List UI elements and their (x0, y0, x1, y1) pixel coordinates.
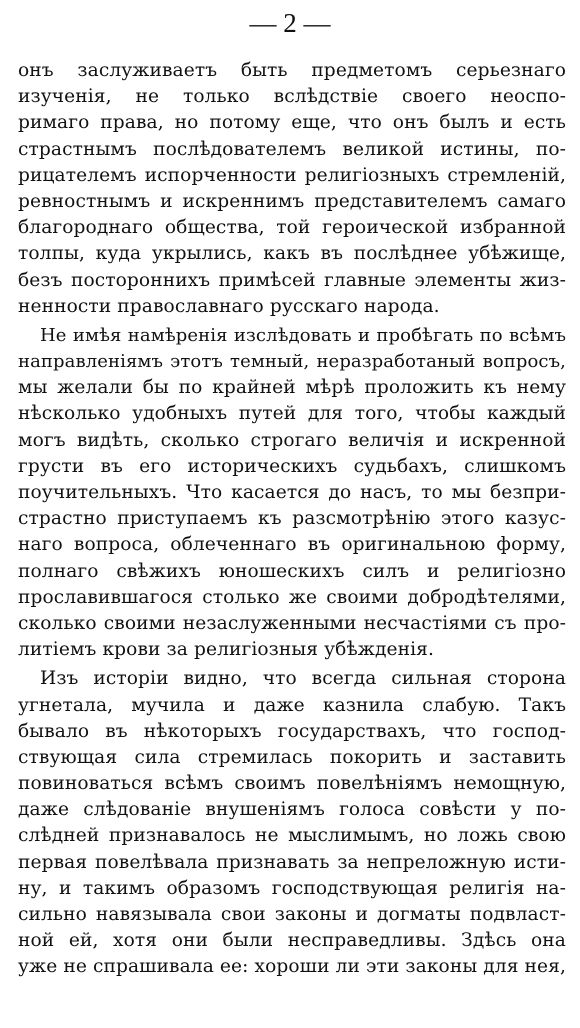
text-line: уже не спрашивала ее: хороши ли эти законы для нея, (18, 956, 566, 978)
text-line: ревностнымъ и искреннимъ представителемъ самаго (18, 190, 566, 212)
text-line: даже слѣдованіе внушеніямъ голоса совѣсти у по- (18, 799, 566, 821)
text-line: Изъ исторіи видно, что всегда сильная сторона (40, 668, 566, 690)
paragraph-1 (18, 58, 566, 320)
text-line: поучительныхъ. Что касается до насъ, то мы безпри- (18, 482, 566, 503)
text-line: Не имѣя намѣренія изслѣдовать и пробѣгать по всѣмъ (40, 324, 566, 346)
text-line: безъ постороннихъ примѣсей главные элементы жиз- (18, 269, 566, 291)
text-line: страстно приступаемъ къ разсмотрѣнію этого казус- (18, 508, 566, 530)
text-line: сколько своими незаслуженными несчастіями съ про- (18, 612, 566, 634)
text-line: благороднаго общества, той героической избранной (18, 217, 566, 239)
page-number: — 2 — (249, 8, 331, 38)
text-line: угнетала, мучила и даже казнила слабую. Такъ (18, 694, 566, 716)
text-line: рицателемъ испорченности религіозныхъ стремленій, (18, 164, 566, 186)
text-line: литіемъ крови за религіозныя убѣжденія. (18, 639, 435, 661)
text-line: повиноваться всѣмъ своимъ повелѣніямъ немощную, (18, 773, 566, 795)
paragraph-2 (18, 323, 566, 663)
text-line: сильно навязывала свои законы и догматы подвласт- (18, 904, 566, 925)
text-line: полнаго свѣжихъ юношескихъ силъ и религіозно (18, 560, 566, 582)
text-line: онъ заслуживаетъ быть предметомъ серьезнаго (18, 60, 566, 81)
text-line: ствующая сила стремилась покорить и заставить (18, 746, 566, 768)
text-line: ненности православнаго русскаго народа. (18, 295, 440, 317)
text-line: слѣдней признавалось не мыслимымъ, но ложь свою (18, 825, 566, 847)
text-line: грусти въ его историческихъ судьбахъ, слишкомъ (18, 455, 566, 477)
text-line: мы желали бы по крайней мѣрѣ проложить къ нему (18, 377, 566, 399)
text-line: страстнымъ послѣдователемъ великой истины, по- (18, 138, 566, 160)
paragraph-3 (18, 666, 566, 980)
text-line: первая повелѣвала признавать за непреложную исти- (18, 851, 566, 873)
text-line: толпы, куда укрылись, какъ въ послѣднее убѣжище, (18, 243, 566, 265)
text-line: наго вопроса, облеченнаго въ оригинальною форму, (18, 534, 566, 556)
text-line: ну, и такимъ образомъ господствующая религія на- (18, 877, 566, 899)
text-line: прославившагося столько же своими добродѣтелями, (18, 586, 566, 608)
text-line: римаго права, но потому еще, что онъ былъ и есть (18, 112, 566, 134)
text-line: могъ видѣть, сколько строгаго величія и искренной (18, 429, 566, 451)
page-body (18, 58, 566, 981)
text-line: изученія, не только вслѣдствіе своего неоспо- (18, 86, 566, 108)
text-line: направленіямъ этотъ темный, неразработаный вопросъ, (18, 351, 566, 373)
text-line: нѣсколько удобныхъ путей для того, чтобы каждый (18, 403, 566, 425)
text-line: ной ей, хотя они были несправедливы. Здѣсь она (18, 930, 566, 952)
text-line: бывало въ нѣкоторыхъ государствахъ, что господ- (18, 720, 566, 742)
